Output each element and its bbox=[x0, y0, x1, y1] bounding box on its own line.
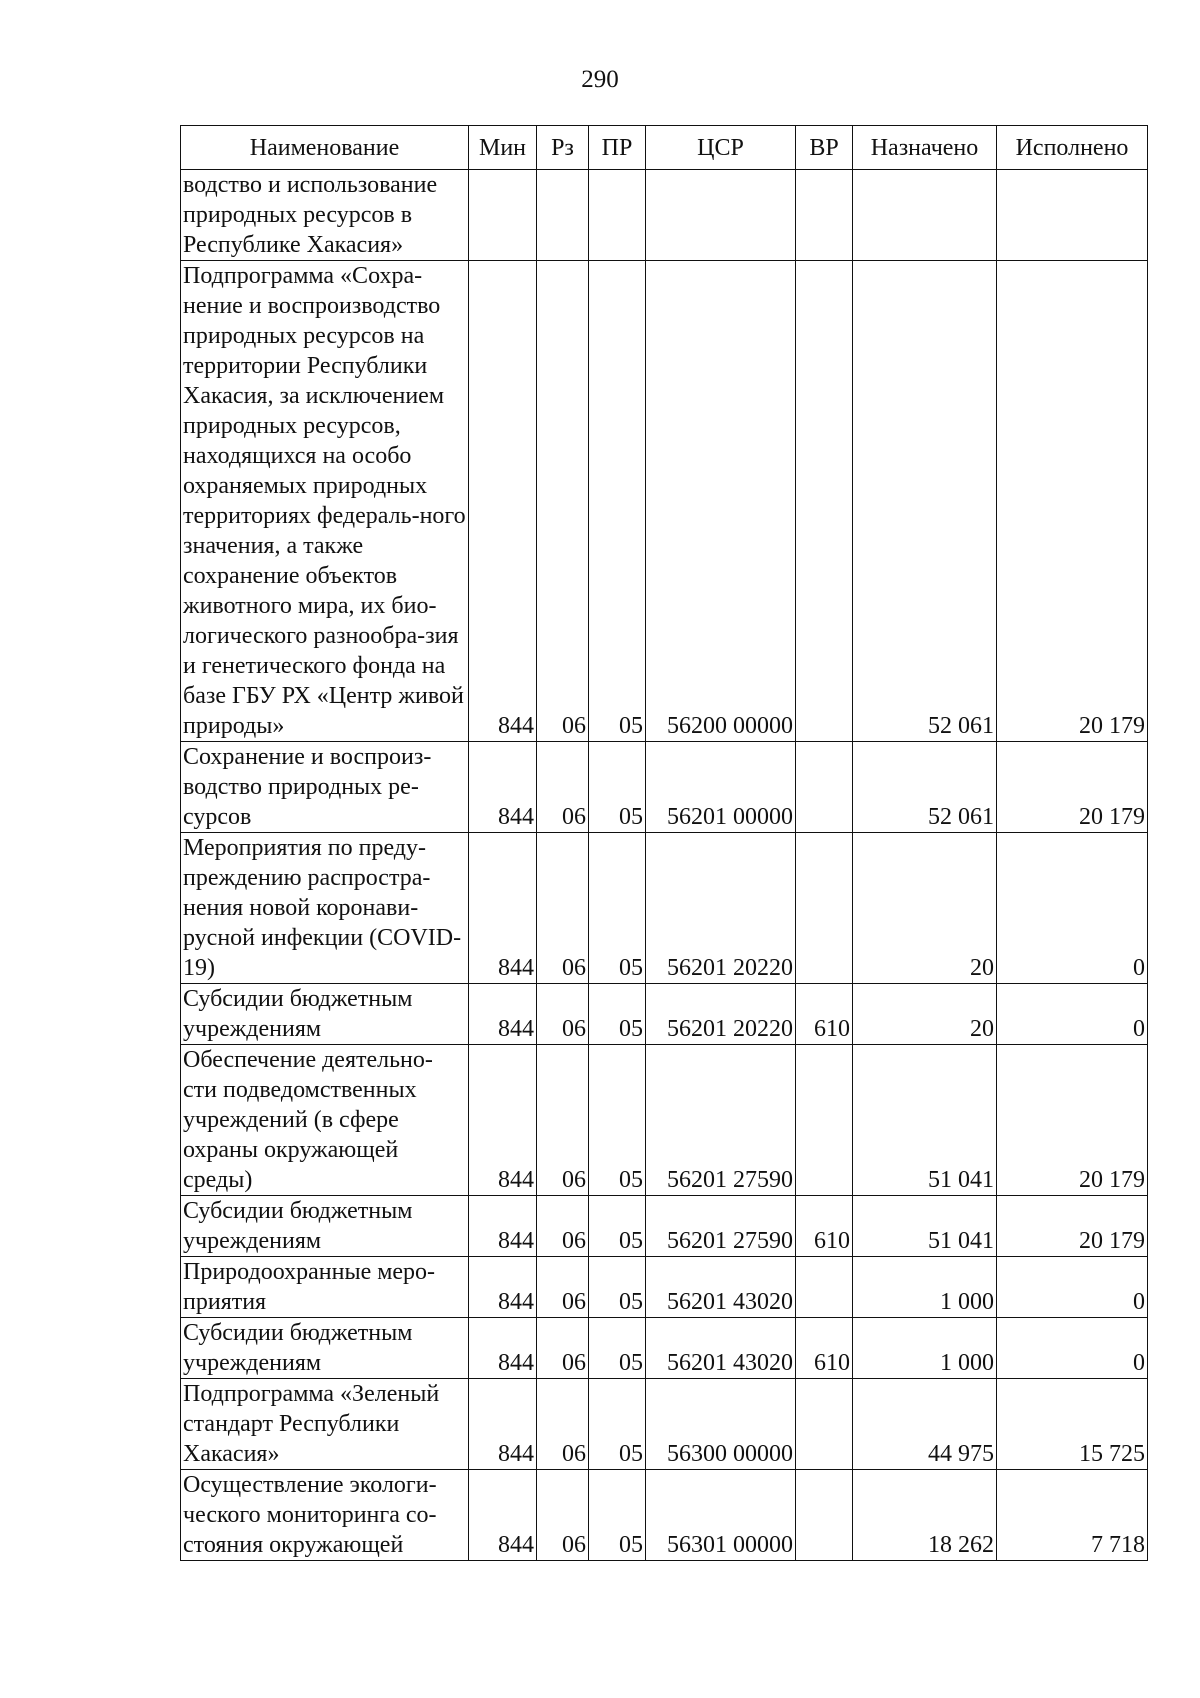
cell-pr: 05 bbox=[589, 1045, 646, 1196]
cell-rz: 06 bbox=[537, 1379, 589, 1470]
cell-rz: 06 bbox=[537, 1470, 589, 1561]
cell-min: 844 bbox=[469, 833, 537, 984]
cell-pr: 05 bbox=[589, 1196, 646, 1257]
cell-assigned: 51 041 bbox=[853, 1196, 997, 1257]
cell-executed: 20 179 bbox=[997, 742, 1148, 833]
header-assigned: Назначено bbox=[853, 126, 997, 170]
cell-name: Подпрограмма «Сохра-нение и воспроизводство природных ресурсов на территории Республики Хакасия, за исключением природных ресурсов, находящихся на особо охраняемых природных территориях федераль-ного значения, а также сохранение объектов животного мира, их био-логического разнообра-зия и генетического фонда на базе ГБУ РХ «Центр живой природы» bbox=[181, 261, 469, 742]
cell-assigned: 44 975 bbox=[853, 1379, 997, 1470]
cell-vr bbox=[796, 833, 853, 984]
cell-vr: 610 bbox=[796, 1318, 853, 1379]
cell-assigned: 51 041 bbox=[853, 1045, 997, 1196]
cell-min: 844 bbox=[469, 1045, 537, 1196]
cell-vr: 610 bbox=[796, 984, 853, 1045]
cell-executed: 20 179 bbox=[997, 1045, 1148, 1196]
cell-assigned: 1 000 bbox=[853, 1318, 997, 1379]
cell-vr bbox=[796, 1257, 853, 1318]
cell-vr bbox=[796, 742, 853, 833]
cell-pr: 05 bbox=[589, 1379, 646, 1470]
cell-min: 844 bbox=[469, 1318, 537, 1379]
cell-pr: 05 bbox=[589, 742, 646, 833]
cell-name: Обеспечение деятельно-сти подведомственных учреждений (в сфере охраны окружающей среды) bbox=[181, 1045, 469, 1196]
cell-rz: 06 bbox=[537, 1257, 589, 1318]
cell-executed: 20 179 bbox=[997, 1196, 1148, 1257]
cell-name: Субсидии бюджетным учреждениям bbox=[181, 984, 469, 1045]
budget-table bbox=[180, 125, 1148, 1561]
cell-pr: 05 bbox=[589, 833, 646, 984]
cell-csr: 56201 20220 bbox=[646, 833, 796, 984]
cell-assigned: 18 262 bbox=[853, 1470, 997, 1561]
cell-executed: 15 725 bbox=[997, 1379, 1148, 1470]
header-min: Мин bbox=[469, 126, 537, 170]
cell-csr: 56300 00000 bbox=[646, 1379, 796, 1470]
cell-assigned: 20 bbox=[853, 833, 997, 984]
cell-vr: 610 bbox=[796, 1196, 853, 1257]
cell-executed: 0 bbox=[997, 1257, 1148, 1318]
cell-vr bbox=[796, 1379, 853, 1470]
table-header-row bbox=[181, 126, 1148, 170]
cell-assigned: 52 061 bbox=[853, 742, 997, 833]
cell-pr: 05 bbox=[589, 1257, 646, 1318]
cell-name: Субсидии бюджетным учреждениям bbox=[181, 1196, 469, 1257]
cell-name: Субсидии бюджетным учреждениям bbox=[181, 1318, 469, 1379]
cell-csr: 56301 00000 bbox=[646, 1470, 796, 1561]
header-pr: ПР bbox=[589, 126, 646, 170]
cell-csr: 56201 43020 bbox=[646, 1257, 796, 1318]
table-row bbox=[181, 261, 1148, 742]
page-number: 290 bbox=[581, 66, 619, 93]
header-vr: ВР bbox=[796, 126, 853, 170]
table-row bbox=[181, 1257, 1148, 1318]
cell-pr: 05 bbox=[589, 1318, 646, 1379]
cell-executed: 0 bbox=[997, 1318, 1148, 1379]
cell-name: Природоохранные меро-приятия bbox=[181, 1257, 469, 1318]
cell-name: водство и использование природных ресурсов в Республике Хакасия» bbox=[181, 170, 469, 261]
cell-rz: 06 bbox=[537, 833, 589, 984]
cell-min: 844 bbox=[469, 1196, 537, 1257]
table-row bbox=[181, 1470, 1148, 1561]
cell-min: 844 bbox=[469, 742, 537, 833]
cell-min: 844 bbox=[469, 261, 537, 742]
cell-csr: 56201 43020 bbox=[646, 1318, 796, 1379]
cell-name: Осуществление экологи-ческого мониторинга со-стояния окружающей bbox=[181, 1470, 469, 1561]
cell-name: Мероприятия по преду-преждению распростра-нения новой коронави-русной инфекции (COVID-19) bbox=[181, 833, 469, 984]
cell-csr: 56201 27590 bbox=[646, 1196, 796, 1257]
header-rz: Рз bbox=[537, 126, 589, 170]
cell-csr: 56201 20220 bbox=[646, 984, 796, 1045]
cell-rz: 06 bbox=[537, 261, 589, 742]
table-row bbox=[181, 833, 1148, 984]
table-row bbox=[181, 1045, 1148, 1196]
cell-pr: 05 bbox=[589, 984, 646, 1045]
cell-executed: 0 bbox=[997, 833, 1148, 984]
cell-executed: 0 bbox=[997, 984, 1148, 1045]
cell-rz: 06 bbox=[537, 1318, 589, 1379]
table-row bbox=[181, 1196, 1148, 1257]
cell-rz: 06 bbox=[537, 1045, 589, 1196]
cell-pr: 05 bbox=[589, 261, 646, 742]
cell-name: Подпрограмма «Зеленый стандарт Республики Хакасия» bbox=[181, 1379, 469, 1470]
header-csr: ЦСР bbox=[646, 126, 796, 170]
table-row bbox=[181, 1318, 1148, 1379]
header-name: Наименование bbox=[181, 126, 469, 170]
cell-pr: 05 bbox=[589, 1470, 646, 1561]
cell-assigned: 1 000 bbox=[853, 1257, 997, 1318]
cell-assigned: 20 bbox=[853, 984, 997, 1045]
table-row bbox=[181, 984, 1148, 1045]
cell-executed: 20 179 bbox=[997, 261, 1148, 742]
cell-rz: 06 bbox=[537, 984, 589, 1045]
cell-rz: 06 bbox=[537, 1196, 589, 1257]
cell-executed: 7 718 bbox=[997, 1470, 1148, 1561]
cell-min: 844 bbox=[469, 1257, 537, 1318]
cell-name: Сохранение и воспроиз-водство природных ре-сурсов bbox=[181, 742, 469, 833]
cell-min: 844 bbox=[469, 1470, 537, 1561]
cell-min: 844 bbox=[469, 1379, 537, 1470]
table-row bbox=[181, 1379, 1148, 1470]
table-row bbox=[181, 742, 1148, 833]
cell-rz: 06 bbox=[537, 742, 589, 833]
cell-csr: 56200 00000 bbox=[646, 261, 796, 742]
cell-assigned: 52 061 bbox=[853, 261, 997, 742]
cell-vr bbox=[796, 261, 853, 742]
cell-vr bbox=[796, 1470, 853, 1561]
cell-vr bbox=[796, 1045, 853, 1196]
table-row-lead bbox=[181, 170, 1148, 261]
cell-min: 844 bbox=[469, 984, 537, 1045]
cell-csr: 56201 00000 bbox=[646, 742, 796, 833]
cell-csr: 56201 27590 bbox=[646, 1045, 796, 1196]
header-executed: Исполнено bbox=[997, 126, 1148, 170]
